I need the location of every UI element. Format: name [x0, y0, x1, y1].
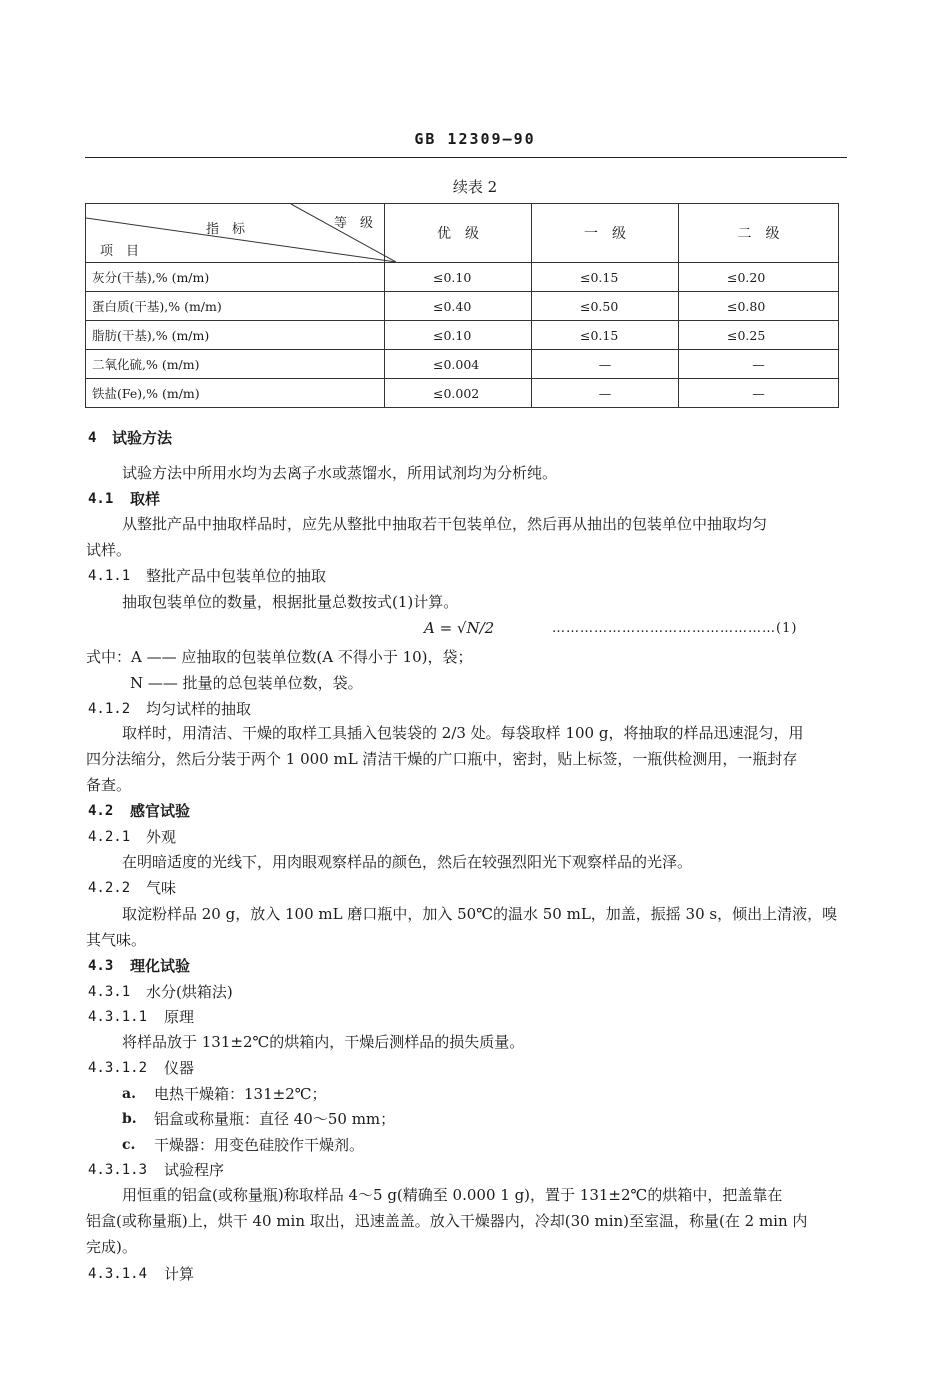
section-4-3-1-3-paragraph: 铝盒(或称量瓶)上，烘干 40 min 取出，迅速盖盖。放入干燥器内，冷却(30 min)至室温，称量(在 2 min 内 [86, 1212, 808, 1230]
section-4-3-1-1-title: 原理 [164, 1008, 195, 1026]
table-row [86, 379, 839, 408]
section-4-2-1-paragraph: 在明暗适度的光线下，用肉眼观察样品的颜色，然后在较强烈阳光下观察样品的光泽。 [122, 853, 693, 871]
list-item-marker: a. [122, 1086, 136, 1102]
section-4-2-1-title: 外观 [146, 828, 177, 846]
column-header-premium: 优 级 [385, 204, 532, 263]
section-4-3-1-3-title: 试验程序 [164, 1161, 225, 1179]
section-4-2-number: 4.2 [88, 803, 114, 819]
section-4-3-number: 4.3 [88, 958, 114, 974]
formula: A = √N/2 [424, 619, 495, 637]
section-4-1-2-title: 均匀试样的抽取 [146, 700, 252, 718]
where-a: 式中：A —— 应抽取的包装单位数(A 不得小于 10)，袋； [86, 648, 473, 666]
cell-value: ≤0.10 [385, 263, 532, 292]
section-4-2-title: 感官试验 [130, 802, 191, 820]
section-4-3-1-2-number: 4.3.1.2 [88, 1060, 148, 1076]
table-header-row [86, 204, 839, 263]
section-4-1-2-paragraph: 取样时，用清洁、干燥的取样工具插入包装袋的 2/3 处。每袋取样 100 g，将抽取的样品迅速混匀，用 [122, 724, 804, 742]
section-4-2-2-paragraph: 其气味。 [86, 931, 147, 949]
list-item-marker: b. [122, 1111, 137, 1127]
section-4-2-2-paragraph: 取淀粉样品 20 g，放入 100 mL 磨口瓶中，加入 50℃的温水 50 mL，加盖，振摇 30 s，倾出上清液，嗅 [122, 905, 838, 923]
section-4-1-paragraph: 从整批产品中抽取样品时，应先从整批中抽取若干包装单位，然后再从抽出的包装单位中抽取均匀 [122, 515, 768, 533]
section-4-1-number: 4.1 [88, 491, 114, 507]
section-4-3-1-3-number: 4.3.1.3 [88, 1162, 148, 1178]
column-header-grade2: 二 级 [679, 204, 839, 263]
cell-value: — [532, 379, 679, 408]
cell-value: ≤0.40 [385, 292, 532, 321]
cell-value: ≤0.80 [679, 292, 839, 321]
header-item-label: 项 目 [100, 244, 140, 259]
cell-value: — [679, 350, 839, 379]
spec-table [85, 203, 839, 408]
cell-value: ≤0.004 [385, 350, 532, 379]
section-4-number: 4 [88, 430, 97, 446]
table-row [86, 350, 839, 379]
section-4-3-1-4-title: 计算 [164, 1265, 195, 1283]
row-item-label: 脂肪(干基),% (m/m) [86, 321, 385, 350]
header-grade-label: 等 级 [334, 216, 374, 231]
section-4-3-1-3-paragraph: 用恒重的铝盒(或称量瓶)称取样品 4～5 g(精确至 0.000 1 g)，置于 131±2℃的烘箱中，把盖靠在 [122, 1186, 783, 1204]
section-4-paragraph: 试验方法中所用水均为去离子水或蒸馏水，所用试剂均为分析纯。 [122, 464, 558, 482]
section-4-3-1-1-number: 4.3.1.1 [88, 1009, 148, 1025]
row-item-label: 灰分(干基),% (m/m) [86, 263, 385, 292]
section-4-3-1-4-number: 4.3.1.4 [88, 1266, 148, 1282]
section-4-1-1-number: 4.1.1 [88, 568, 131, 584]
standard-code-header: GB 12309—90 [414, 130, 536, 148]
list-item: 干燥器：用变色硅胶作干燥剂。 [154, 1136, 365, 1154]
section-4-3-1-1-paragraph: 将样品放于 131±2℃的烘箱内，干燥后测样品的损失质量。 [122, 1033, 525, 1051]
where-n: N —— 批量的总包装单位数，袋。 [130, 674, 363, 692]
cell-value: ≤0.002 [385, 379, 532, 408]
section-4-1-2-number: 4.1.2 [88, 701, 131, 717]
table-caption: 续表 2 [452, 178, 498, 196]
cell-value: ≤0.50 [532, 292, 679, 321]
cell-value: — [679, 379, 839, 408]
section-4-1-2-paragraph: 备查。 [86, 776, 132, 794]
section-4-3-1-number: 4.3.1 [88, 984, 131, 1000]
formula-number: …………………………………………(1) [552, 621, 798, 636]
section-4-1-1-paragraph: 抽取包装单位的数量，根据批量总数按式(1)计算。 [122, 593, 459, 611]
list-item-marker: c. [122, 1137, 136, 1153]
cell-value: ≤0.15 [532, 321, 679, 350]
table-row [86, 292, 839, 321]
cell-value: ≤0.25 [679, 321, 839, 350]
section-4-3-1-2-title: 仪器 [164, 1059, 195, 1077]
cell-value: ≤0.10 [385, 321, 532, 350]
column-header-grade1: 一 级 [532, 204, 679, 263]
list-item: 铝盒或称量瓶：直径 40～50 mm； [154, 1110, 396, 1128]
section-4-2-2-number: 4.2.2 [88, 880, 131, 896]
cell-value: ≤0.20 [679, 263, 839, 292]
table-row [86, 263, 839, 292]
diagonal-header-cell [86, 204, 385, 263]
section-4-1-2-paragraph: 四分法缩分，然后分装于两个 1 000 mL 清洁干燥的广口瓶中，密封，贴上标签，一瓶供检测用，一瓶封存 [86, 750, 798, 768]
section-4-1-1-title: 整批产品中包装单位的抽取 [146, 567, 327, 585]
section-4-title: 试验方法 [112, 429, 173, 447]
section-4-1-paragraph: 试样。 [86, 541, 132, 559]
section-4-1-title: 取样 [130, 490, 161, 508]
cell-value: — [532, 350, 679, 379]
row-item-label: 二氧化硫,% (m/m) [86, 350, 385, 379]
section-4-2-1-number: 4.2.1 [88, 829, 131, 845]
header-indicator-label: 指 标 [206, 222, 246, 237]
section-4-3-title: 理化试验 [130, 957, 191, 975]
row-item-label: 铁盐(Fe),% (m/m) [86, 379, 385, 408]
cell-value: ≤0.15 [532, 263, 679, 292]
section-4-3-1-title: 水分(烘箱法) [146, 983, 233, 1001]
row-item-label: 蛋白质(干基),% (m/m) [86, 292, 385, 321]
header-rule [85, 157, 847, 158]
list-item: 电热干燥箱：131±2℃； [154, 1085, 327, 1103]
table-row [86, 321, 839, 350]
section-4-3-1-3-paragraph: 完成)。 [86, 1238, 137, 1256]
section-4-2-2-title: 气味 [146, 879, 177, 897]
